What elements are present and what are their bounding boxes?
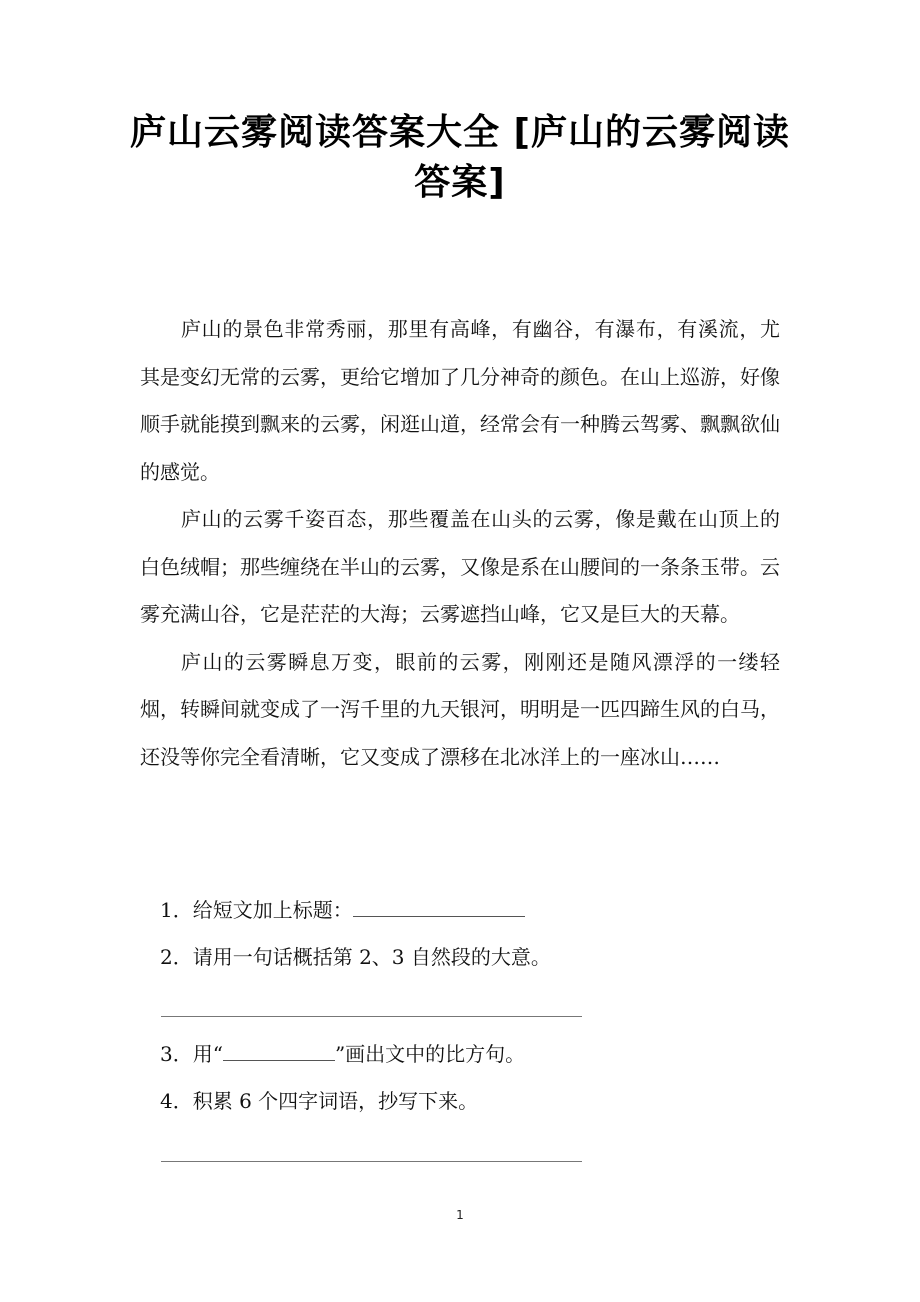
question-3-suffix: ”画出文中的比方句。 [334,1042,526,1066]
paragraph-1: 庐山的景色非常秀丽，那里有高峰，有幽谷，有瀑布，有溪流，尤其是变幻无常的云雾，更给它增加了几分神奇的颜色。在山上巡游，好像顺手就能摸到飘来的云雾，闲逛山道，经常会有一种腾云驾雾、飘飘欲仙的感觉。 [140,317,780,484]
question-4-text: 4．积累 6 个四字词语，抄写下来。 [160,1089,479,1113]
title-answer-blank[interactable] [353,898,525,917]
question-2-text: 2．请用一句话概括第 2、3 自然段的大意。 [160,945,551,969]
mark-symbol-blank [223,1042,335,1061]
question-4-answer-line[interactable] [161,1161,582,1162]
question-2 [160,942,551,972]
paragraph-2: 庐山的云雾千姿百态，那些覆盖在山头的云雾，像是戴在山顶上的白色绒帽；那些缠绕在半山的云雾，又像是系在山腰间的一条条玉带。云雾充满山谷，它是茫茫的大海；云雾遮挡山峰，它又是巨大的天幕。 [140,507,780,626]
question-3-prefix: 3．用“ [160,1042,223,1066]
question-3 [160,1039,525,1069]
document-title: 庐山云雾阅读答案大全 [庐山的云雾阅读答案] [130,112,790,203]
paragraph-3: 庐山的云雾瞬息万变，眼前的云雾，刚刚还是随风漂浮的一缕轻烟，转瞬间就变成了一泻千里的九天银河，明明是一匹四蹄生风的白马，还没等你完全看清晰，它又变成了漂移在北冰洋上的一座冰山…… [140,649,780,769]
question-4 [160,1086,478,1116]
page-number: 1 [456,1208,464,1222]
question-1-text: 1．给短文加上标题： [160,898,353,922]
passage [140,306,780,781]
question-1 [160,895,525,925]
question-2-answer-line[interactable] [161,1016,582,1017]
